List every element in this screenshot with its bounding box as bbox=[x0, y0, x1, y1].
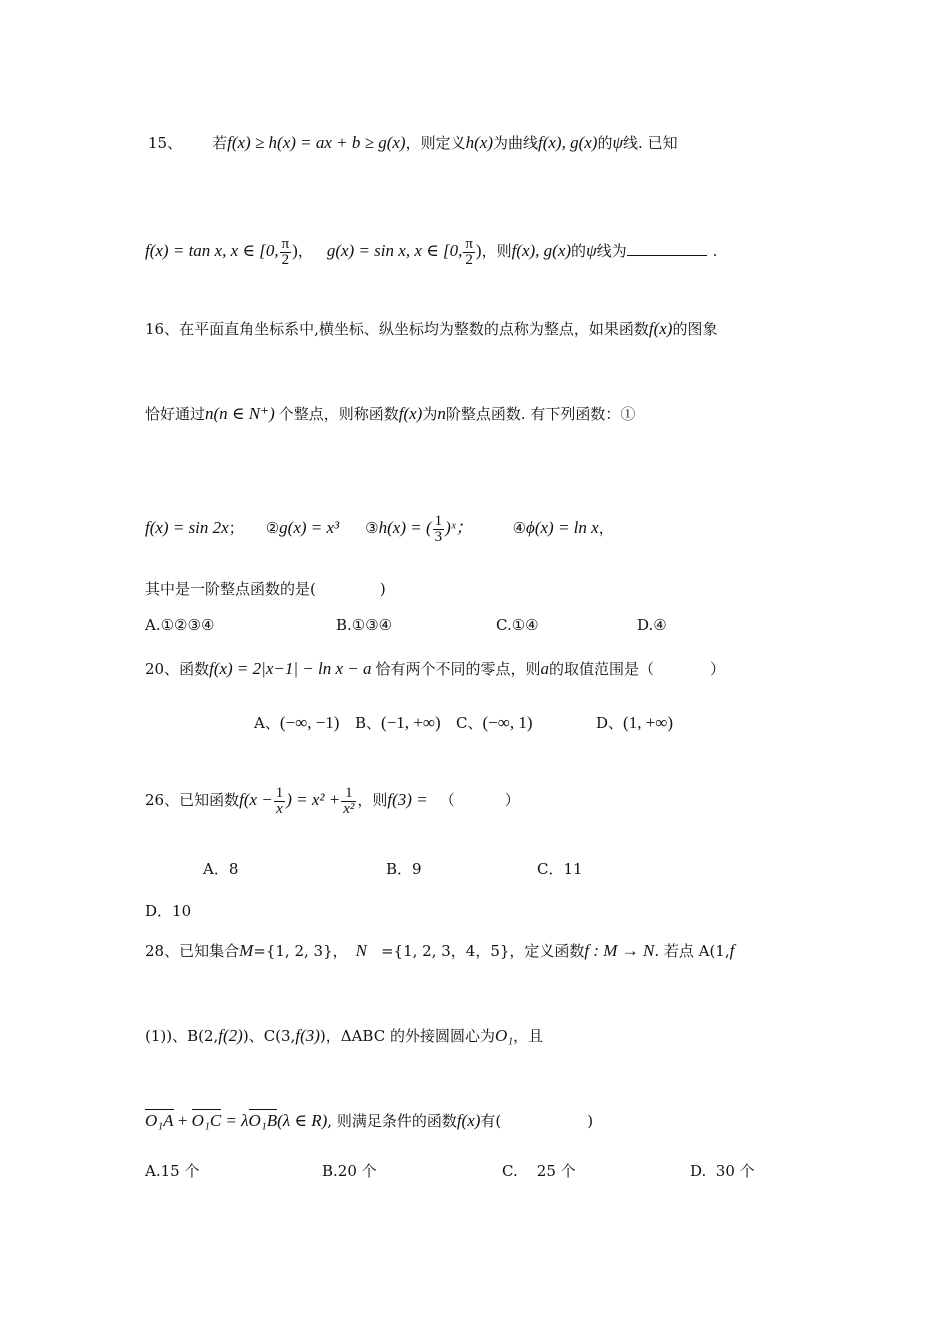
q20-option-b[interactable]: B、(−1, +∞) bbox=[355, 713, 441, 732]
q28-line-2: (1))、B(2,f(2))、C(3,f(3))，ΔABC 的外接圆圆心为O₁，且 bbox=[145, 1026, 544, 1045]
q16-option-c[interactable]: C.①④ bbox=[496, 616, 539, 634]
function-3: h(x) = ( $\frac{1}{3}$ )ˣ； bbox=[378, 512, 473, 545]
q28-option-a[interactable]: A.15 个 bbox=[145, 1162, 200, 1180]
q26-option-a[interactable]: A．8 bbox=[203, 860, 239, 878]
q15-number: 15、 bbox=[148, 134, 183, 152]
q20-option-a[interactable]: A、(−∞, −1) bbox=[254, 713, 340, 732]
q28-option-b[interactable]: B.20 个 bbox=[322, 1162, 377, 1180]
q15-line-2: f(x) = tan x, x ∈ [0, $\frac{\pi}{2}$ )， g(x) = sin x, x ∈ [0, $\frac{\pi}{2}$ )，则f(x), g(x)的ψ线为 . bbox=[145, 235, 718, 268]
q26-option-b[interactable]: B．9 bbox=[386, 860, 422, 878]
q26-formula: f(x − $\frac{1}{x}$ ) = x² + $\frac{1}{\text{x²}}$ bbox=[239, 784, 355, 817]
q16-line-2: 恰好通过n(n ∈ N⁺) 个整点，则称函数f(x)为n阶整点函数. 有下列函数：① bbox=[145, 404, 636, 423]
q28-vector-eq: O₁A + O₁C = λO₁B(λ ∈ R) bbox=[145, 1111, 328, 1130]
q20-line: 20、函数f(x) = 2|x−1| − ln x − a 恰有两个不同的零点，则a的取值范围是（ ） bbox=[145, 659, 726, 678]
q15-formula-ineq: f(x) ≥ h(x) = ax + b ≥ g(x) bbox=[227, 133, 406, 152]
q16-option-a[interactable]: A.①②③④ bbox=[145, 616, 215, 634]
q15-line-1: 15、 若f(x) ≥ h(x) = ax + b ≥ g(x)，则定义h(x)为曲线f(x), g(x)的ψ线. 已知 bbox=[148, 133, 678, 152]
q28-option-d[interactable]: D. 30 个 bbox=[690, 1162, 755, 1180]
q26-option-c[interactable]: C．11 bbox=[537, 860, 583, 878]
q28-line-1: 28、已知集合M={1, 2, 3}， N ={1, 2, 3，4，5}，定义函数f : M → N. 若点 A(1,f bbox=[145, 941, 735, 960]
q28-line-3: O₁A + O₁C = λO₁B(λ ∈ R), 则满足条件的函数f(x)有( ) bbox=[145, 1111, 594, 1130]
q16-line-1: 16、在平面直角坐标系中,横坐标、纵坐标均为整数的点称为整点，如果函数f(x)的图象 bbox=[145, 319, 718, 338]
function-1: f(x) = sin 2x bbox=[145, 518, 229, 537]
q16-option-b[interactable]: B.①③④ bbox=[336, 616, 393, 634]
function-4: ϕ(x) = ln x bbox=[526, 518, 599, 537]
function-2: g(x) = x³ bbox=[279, 518, 340, 537]
q20-option-c[interactable]: C、(−∞, 1) bbox=[456, 713, 533, 732]
q26-line: 26、已知函数f(x − $\frac{1}{x}$ ) = x² + $\frac{1}{\text{x²}}$ ，则f(3) = （ ） bbox=[145, 784, 520, 817]
q16-ask: 其中是一阶整点函数的是( ) bbox=[145, 580, 386, 598]
q16-option-d[interactable]: D.④ bbox=[637, 616, 667, 634]
q28-option-c[interactable]: C. 25 个 bbox=[502, 1162, 576, 1180]
q15-g-def: g(x) = sin x, x ∈ [0, $\frac{\pi}{2}$ ) bbox=[326, 235, 482, 268]
q15-f-def: f(x) = tan x, x ∈ [0, $\frac{\pi}{2}$ ) bbox=[145, 235, 298, 268]
q20-formula: f(x) = 2|x−1| − ln x − a bbox=[209, 659, 372, 678]
q16-functions: f(x) = sin 2x； ②g(x) = x³ ③h(x) = ( $\frac{1}{3}$ )ˣ； ④ϕ(x) = ln x， bbox=[145, 512, 614, 545]
q20-option-d[interactable]: D、(1, +∞) bbox=[596, 713, 674, 732]
answer-blank bbox=[627, 241, 707, 256]
q26-option-d[interactable]: D．10 bbox=[145, 902, 192, 920]
